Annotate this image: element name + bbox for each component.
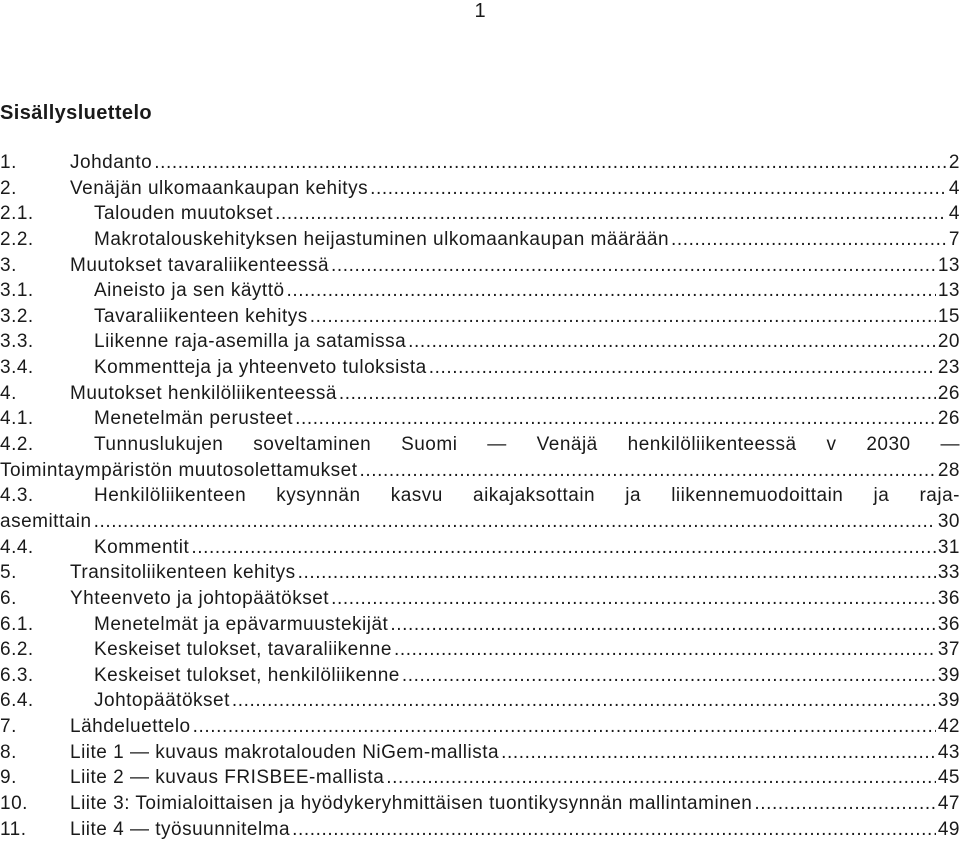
toc-dot-leader: [359, 458, 935, 484]
toc-entry-line[interactable]: [0, 483, 960, 509]
toc-entry-word: raja-: [919, 485, 960, 507]
toc-dot-leader: [275, 201, 947, 227]
toc-entry-title: Menetelmän perusteet: [94, 408, 294, 430]
toc-entry-number: 2.1.: [0, 203, 34, 225]
toc-dot-leader: [154, 150, 947, 176]
toc-entry[interactable]: [0, 381, 960, 407]
toc-entry-line[interactable]: [0, 432, 960, 458]
toc-entry-number: 4.1.: [0, 408, 34, 430]
toc-entry-title: Johdanto: [70, 152, 153, 173]
toc-entry-title: Aineisto ja sen käyttö: [94, 280, 285, 302]
toc-entry-title: Transitoliikenteen kehitys: [70, 562, 296, 584]
toc-entry-title: Venäjän ulkomaankaupan kehitys: [70, 177, 369, 199]
toc-entry[interactable]: [0, 637, 960, 663]
toc-entry-page: 23: [937, 357, 960, 379]
toc-dot-leader: [193, 714, 936, 740]
toc-entry-page: 45: [937, 767, 960, 789]
toc-entry-number: 2.2.: [0, 228, 34, 250]
toc-entry-title: Muutokset henkilöliikenteessä: [70, 382, 337, 404]
toc-entry-page: 49: [937, 818, 960, 840]
toc-dot-leader: [94, 509, 936, 535]
toc-entry-page: 4: [948, 177, 960, 199]
page-number: 1: [474, 0, 486, 22]
toc-entry-page: 39: [937, 690, 960, 712]
toc-dot-leader: [390, 612, 936, 638]
toc-entry-title: Tavaraliikenteen kehitys: [94, 305, 308, 327]
toc-entry-page: 2: [948, 152, 960, 173]
toc-entry-page: 4: [948, 203, 960, 225]
toc-entry-word: Tunnuslukujen: [94, 434, 224, 456]
toc-entry-continuation[interactable]: [0, 509, 960, 535]
toc-dot-leader: [331, 586, 936, 612]
toc-entry-page: 36: [937, 587, 960, 609]
toc-entry-word: kasvu: [390, 485, 443, 507]
toc-entry-page: 26: [937, 382, 960, 404]
toc-entry-number: 3.1.: [0, 280, 34, 302]
toc-entry-word: v: [826, 434, 837, 456]
toc-entry[interactable]: [0, 740, 960, 766]
toc-entry-page: 30: [937, 510, 960, 532]
toc-dot-leader: [402, 663, 936, 689]
toc-entry-page: 13: [937, 254, 960, 276]
toc-entry[interactable]: [0, 253, 960, 279]
toc-entry-number: 10.: [0, 793, 28, 815]
toc-entry-number: 7.: [0, 716, 17, 738]
toc-entry-number: 6.1.: [0, 613, 34, 635]
toc-entry[interactable]: [0, 355, 960, 381]
toc-entry-word: ja: [625, 485, 642, 507]
toc-dot-leader: [232, 688, 936, 714]
toc-entry-page: 15: [937, 305, 960, 327]
toc-entry[interactable]: [0, 201, 960, 227]
toc-entry-number: 4.4.: [0, 536, 34, 558]
toc-entry-title-continued: Toimintaympäristön muutosolettamukset: [0, 459, 358, 481]
toc-entry-number: 3.3.: [0, 331, 34, 353]
toc-entry-title-continued: asemittain: [0, 510, 92, 532]
toc-title: Sisällysluettelo: [0, 102, 153, 124]
toc-entry-number: 11.: [0, 818, 27, 840]
toc-entry-title: Kommentit: [94, 536, 190, 558]
toc-entry[interactable]: [0, 278, 960, 304]
toc-entry-title: Johtopäätökset: [94, 690, 230, 712]
toc-entry-title: Talouden muutokset: [94, 203, 274, 225]
toc-entry-continuation[interactable]: [0, 458, 960, 484]
toc-dot-leader: [394, 637, 936, 663]
toc-entry[interactable]: [0, 765, 960, 791]
toc-entry[interactable]: [0, 791, 960, 817]
table-of-contents: [0, 150, 960, 842]
toc-entry-number: 5.: [0, 562, 17, 584]
toc-entry-title: Lähdeluettelo: [70, 716, 191, 738]
toc-entry-title: [94, 432, 960, 458]
toc-dot-leader: [501, 740, 936, 766]
toc-entry-word: —: [940, 434, 960, 456]
toc-entry[interactable]: [0, 586, 960, 612]
toc-entry[interactable]: [0, 817, 960, 843]
toc-dot-leader: [671, 227, 947, 253]
toc-entry[interactable]: [0, 612, 960, 638]
toc-entry-number: 6.3.: [0, 664, 34, 686]
toc-entry-title: Liite 3: Toimialoittaisen ja hyödykeryhmittäisen tuontikysynnän mallintaminen: [70, 793, 753, 815]
toc-dot-leader: [386, 765, 936, 791]
toc-entry-number: 8.: [0, 741, 17, 763]
toc-entry-title: Menetelmät ja epävarmuustekijät: [94, 613, 389, 635]
toc-dot-leader: [310, 304, 936, 330]
toc-entry-title: Liite 2 — kuvaus FRISBEE-mallista: [70, 767, 385, 789]
toc-entry-page: 36: [937, 613, 960, 635]
toc-entry[interactable]: [0, 663, 960, 689]
toc-entry-number: 4.3.: [0, 485, 34, 507]
toc-entry[interactable]: [0, 560, 960, 586]
toc-entry-number: 2.: [0, 177, 17, 199]
toc-entry-title: Keskeiset tulokset, tavaraliikenne: [94, 639, 392, 661]
toc-entry[interactable]: [0, 176, 960, 202]
toc-entry-number: 6.4.: [0, 690, 34, 712]
toc-entry-word: Henkilöliikenteen: [94, 485, 247, 507]
toc-entry-title: Liite 4 — työsuunnitelma: [70, 818, 291, 840]
toc-entry-number: 6.: [0, 587, 17, 609]
toc-entry-title: Makrotalouskehityksen heijastuminen ulkomaankaupan määrään: [94, 228, 670, 250]
toc-dot-leader: [339, 381, 936, 407]
toc-entry[interactable]: [0, 535, 960, 561]
toc-entry-word: —: [487, 434, 507, 456]
toc-entry-page: 37: [937, 639, 960, 661]
toc-entry-title: Yhteenveto ja johtopäätökset: [70, 587, 330, 609]
toc-entry[interactable]: [0, 150, 960, 176]
toc-entry-number: 6.2.: [0, 639, 34, 661]
toc-entry-number: 3.4.: [0, 357, 34, 379]
toc-dot-leader: [408, 329, 936, 355]
toc-entry-title: Keskeiset tulokset, henkilöliikenne: [94, 664, 400, 686]
toc-entry-page: 43: [937, 741, 960, 763]
toc-dot-leader: [370, 176, 947, 202]
toc-entry-title: Muutokset tavaraliikenteessä: [70, 254, 330, 276]
toc-dot-leader: [191, 535, 936, 561]
toc-dot-leader: [295, 406, 936, 432]
toc-entry-number: 4.: [0, 382, 17, 404]
toc-entry-page: 42: [937, 716, 960, 738]
toc-dot-leader: [754, 791, 935, 817]
toc-entry-word: soveltaminen: [253, 434, 372, 456]
toc-entry-number: 4.2.: [0, 434, 34, 456]
toc-entry-page: 28: [937, 459, 960, 481]
toc-entry-title: Kommentteja ja yhteenveto tuloksista: [94, 357, 427, 379]
toc-dot-leader: [429, 355, 936, 381]
toc-entry-word: ja: [873, 485, 890, 507]
toc-entry-page: 7: [948, 228, 960, 250]
toc-entry[interactable]: [0, 688, 960, 714]
toc-entry-number: 3.: [0, 254, 17, 276]
toc-entry[interactable]: [0, 227, 960, 253]
toc-dot-leader: [298, 560, 936, 586]
toc-entry-word: aikajaksottain: [473, 485, 596, 507]
toc-entry-title: Liite 1 — kuvaus makrotalouden NiGem-mallista: [70, 741, 500, 763]
toc-entry[interactable]: [0, 304, 960, 330]
toc-dot-leader: [331, 253, 936, 279]
toc-dot-leader: [292, 817, 936, 843]
toc-entry-title: Liikenne raja-asemilla ja satamissa: [94, 331, 407, 353]
toc-entry[interactable]: [0, 329, 960, 355]
toc-entry[interactable]: [0, 714, 960, 740]
toc-dot-leader: [287, 278, 936, 304]
toc-entry-page: 31: [937, 536, 960, 558]
toc-entry-number: 3.2.: [0, 305, 34, 327]
toc-entry-word: Venäjä: [536, 434, 598, 456]
toc-entry-word: liikennemuodoittain: [671, 485, 844, 507]
toc-entry-page: 47: [937, 793, 960, 815]
toc-entry-title: [94, 483, 960, 509]
toc-entry-page: 20: [937, 331, 960, 353]
toc-entry-number: 1.: [0, 152, 17, 173]
toc-entry-page: 39: [937, 664, 960, 686]
toc-entry-page: 26: [937, 408, 960, 430]
toc-entry-word: henkilöliikenteessä: [627, 434, 797, 456]
toc-entry-word: kysynnän: [276, 485, 361, 507]
toc-entry-page: 33: [937, 562, 960, 584]
toc-entry-word: 2030: [866, 434, 911, 456]
toc-entry-word: Suomi: [401, 434, 458, 456]
toc-entry-number: 9.: [0, 767, 17, 789]
toc-entry-page: 13: [937, 280, 960, 302]
toc-entry[interactable]: [0, 406, 960, 432]
